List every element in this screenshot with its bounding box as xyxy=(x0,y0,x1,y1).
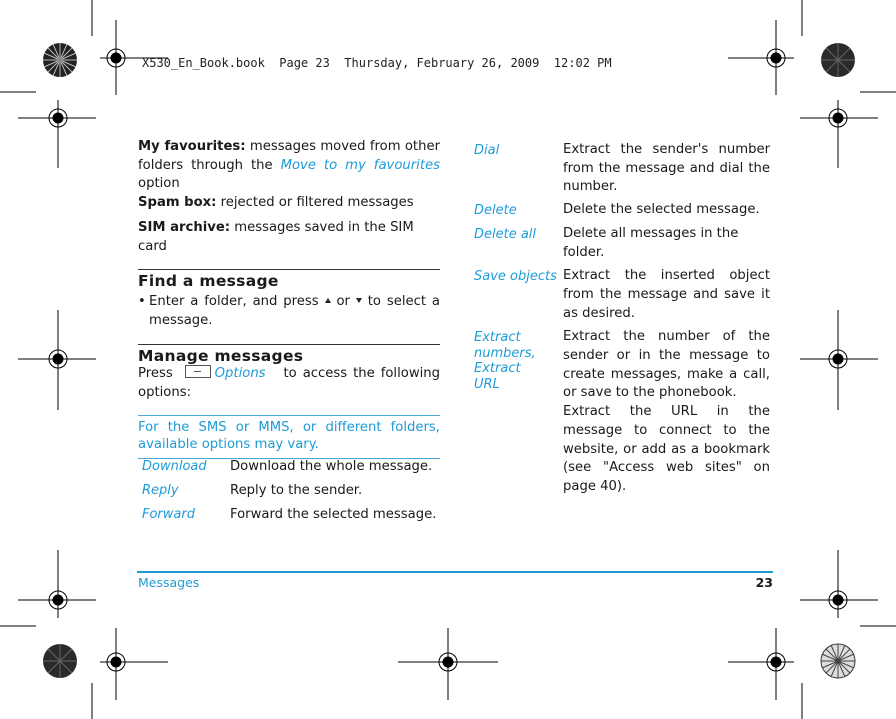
option-term: Forward xyxy=(142,507,195,522)
left-column xyxy=(138,138,440,459)
registration-mark-left-upper xyxy=(18,100,96,168)
option-desc: Extract the sender's number from the message and dial the number. xyxy=(563,142,770,195)
print-header: X530_En_Book.book Page 23 Thursday, February 26, 2009 12:02 PM xyxy=(142,56,612,70)
option-desc-group xyxy=(563,328,770,496)
registration-mark-right-upper xyxy=(800,100,878,168)
option-desc: Extract the number of the sender or in the message to create messages, make a call, or save to the phonebook. xyxy=(563,329,770,401)
starburst-mark-top-left xyxy=(43,43,77,77)
find-bullet-text xyxy=(149,293,440,330)
manage-heading: Manage messages xyxy=(138,347,304,365)
option-row-save-objects xyxy=(474,267,770,323)
find-bullet-item xyxy=(138,293,440,330)
find-text-2: to select a message. xyxy=(149,294,440,328)
registration-mark-right-middle xyxy=(800,310,878,410)
option-term: Dial xyxy=(474,143,500,158)
sim-term: SIM archive: xyxy=(138,220,231,235)
option-desc: Delete the selected message. xyxy=(563,202,760,218)
registration-mark-left-lower xyxy=(18,550,96,618)
favourites-definition xyxy=(138,138,440,194)
footer-rule xyxy=(137,571,773,573)
option-term: Download xyxy=(142,459,207,474)
option-row-delete xyxy=(474,201,770,220)
spam-term: Spam box: xyxy=(138,194,217,210)
manage-instruction xyxy=(138,365,440,402)
spam-text: rejected or filtered messages xyxy=(216,194,414,210)
manage-divider xyxy=(138,344,440,345)
left-options-table xyxy=(142,458,442,530)
option-desc: Forward the selected message. xyxy=(230,507,437,522)
starburst-mark-bottom-right xyxy=(821,644,855,678)
option-term: Save objects xyxy=(474,269,557,285)
note-text: For the SMS or MMS, or different folders, available options may vary. xyxy=(138,420,440,452)
right-options-table xyxy=(474,141,770,497)
registration-mark-bottom-right xyxy=(728,628,794,700)
favourites-text-end: option xyxy=(138,176,180,191)
favourites-term: My favourites: xyxy=(138,139,246,154)
option-term: Delete all xyxy=(474,226,537,242)
bullet: • xyxy=(138,294,146,309)
options-softkey-label: Options xyxy=(214,366,266,381)
registration-mark-bottom-center xyxy=(398,628,498,700)
move-to-favourites-link: Move to my favourites xyxy=(280,157,440,173)
down-arrow-icon xyxy=(356,298,362,303)
option-row-extract xyxy=(474,328,770,496)
option-row-delete-all xyxy=(474,225,770,262)
up-arrow-icon xyxy=(325,298,331,303)
find-or: or xyxy=(336,294,350,309)
softkey-icon xyxy=(185,365,211,378)
option-desc: Delete all messages in the folder. xyxy=(563,225,739,260)
find-heading: Find a message xyxy=(138,272,279,290)
option-row-dial xyxy=(474,141,770,197)
option-term: Extract numbers, Extract URL xyxy=(474,330,536,392)
press-text: Press xyxy=(138,366,173,381)
option-term: Delete xyxy=(474,203,517,219)
option-desc: Reply to the sender. xyxy=(230,483,363,498)
sim-text: messages saved in the SIM card xyxy=(138,220,414,254)
page-number: 23 xyxy=(755,575,773,590)
starburst-mark-top-right xyxy=(821,43,855,77)
registration-mark-top-right xyxy=(728,20,794,95)
option-row-download xyxy=(142,458,442,482)
spam-definition xyxy=(138,194,440,213)
option-row-reply xyxy=(142,482,442,506)
option-desc-2: Extract the URL in the message to connect to the website, or add as a bookmark (see "Access web sites" on page 40). xyxy=(563,404,770,494)
note-top-rule xyxy=(138,415,440,416)
find-text-1: Enter a folder, and press xyxy=(149,294,319,309)
option-desc: Download the whole message. xyxy=(230,459,433,474)
manage-text: to access the following options: xyxy=(138,366,441,400)
registration-mark-left-middle xyxy=(18,310,96,410)
registration-mark-bottom-left xyxy=(100,628,168,700)
option-desc: Extract the inserted object from the message and save it as desired. xyxy=(563,268,770,321)
option-row-forward xyxy=(142,506,442,530)
registration-mark-right-lower xyxy=(800,550,878,618)
starburst-mark-bottom-left xyxy=(43,644,77,678)
option-term: Reply xyxy=(142,483,179,498)
sim-definition xyxy=(138,219,440,256)
favourites-text: messages moved from other folders through the xyxy=(138,139,440,173)
footer-section: Messages xyxy=(138,575,200,590)
find-divider xyxy=(138,269,440,270)
